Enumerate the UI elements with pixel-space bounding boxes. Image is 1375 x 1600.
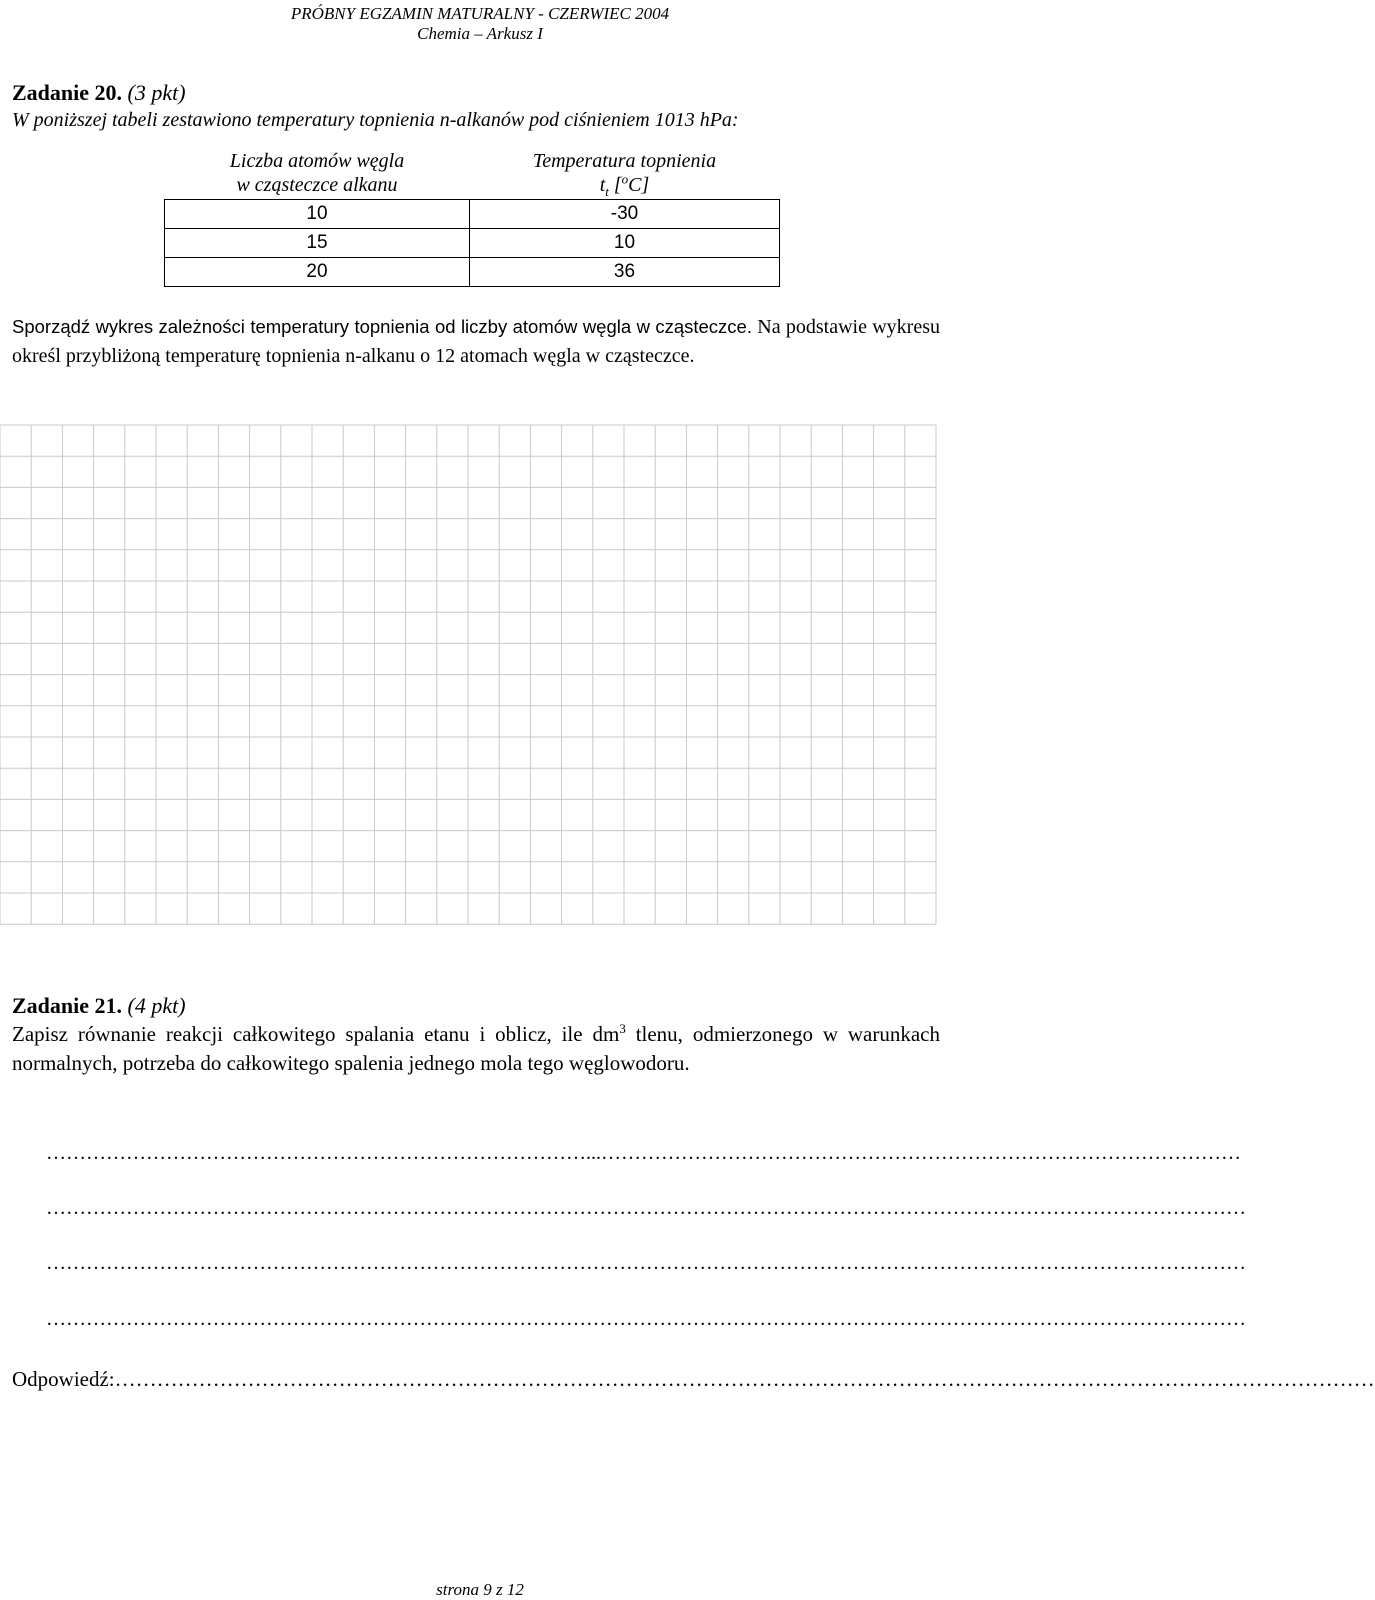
temp-symbol: t — [599, 174, 606, 196]
answer-row — [12, 1366, 1375, 1392]
header-temp-line1: Temperatura topnienia — [532, 150, 717, 172]
task-21-sup: 3 — [619, 1021, 626, 1036]
header-temp-line2 — [470, 173, 780, 197]
answer-line-2[interactable]: ……………………………………………………………………………………………………………………………………………………………… — [46, 1197, 1246, 1219]
melting-point-table — [164, 140, 780, 287]
answer-dots[interactable]: ……………………………………………………………………………………………………………………………………………………………… — [114, 1367, 1375, 1391]
task-20-points: (3 pkt) — [127, 80, 186, 105]
exam-subheader: Chemia – Arkusz I — [417, 24, 543, 43]
task-21-title — [12, 993, 186, 1019]
instruction-part1: Sporządź wykres zależności temperatury topnienia od liczby atomów węgla w cząsteczce. — [12, 316, 752, 337]
table-row — [165, 229, 780, 258]
answer-line-1[interactable]: ………………………………………………………………………...…………………………………………………………………………………… — [46, 1142, 1241, 1164]
cell-temp: 10 — [470, 229, 780, 258]
task-20-intro: W poniższej tabeli zestawiono temperatury topnienia n-alkanów pod ciśnieniem 1013 hPa: — [12, 109, 739, 131]
exam-header: PRÓBNY EGZAMIN MATURALNY - CZERWIEC 2004 — [290, 4, 670, 23]
task-20-instruction — [12, 312, 940, 371]
cell-temp: 36 — [470, 258, 780, 287]
table-header-temperature — [470, 140, 780, 200]
header-carbons-line1: Liczba atomów węgla — [229, 150, 405, 172]
task-20-label: Zadanie 20. — [12, 80, 123, 105]
graph-grid-svg[interactable] — [0, 425, 960, 930]
cell-carbons: 15 — [165, 229, 470, 258]
task-21-text-a: Zapisz równanie reakcji całkowitego spalania etanu i oblicz, ile dm — [12, 1022, 620, 1046]
graph-paper-grid[interactable] — [0, 425, 960, 935]
table-row — [165, 200, 780, 229]
temp-subscript: t — [605, 184, 609, 199]
task-21-text — [12, 1020, 940, 1078]
answer-line-3[interactable]: ……………………………………………………………………………………………………………………………………………………………… — [46, 1252, 1246, 1274]
task-21-label: Zadanie 21. — [12, 993, 123, 1018]
answer-label: Odpowiedź: — [12, 1367, 115, 1391]
task-20-title — [12, 80, 186, 106]
answer-line-4[interactable]: ……………………………………………………………………………………………………………………………………………………………… — [46, 1308, 1246, 1330]
temp-bracket: [ — [613, 174, 622, 196]
instruction-part2: Na podstawie wykresu określ przybliżoną temperaturę topnienia n-alkanu o 12 atomach węgla w cząsteczce. — [12, 316, 941, 367]
temp-degree: o — [621, 171, 629, 187]
header-carbons-line2: w cząsteczce alkanu — [236, 174, 398, 196]
cell-carbons: 10 — [165, 200, 470, 229]
table-header-carbons — [165, 140, 470, 200]
temp-unit: C] — [628, 174, 650, 196]
cell-carbons: 20 — [165, 258, 470, 287]
table-row — [165, 258, 780, 287]
task-21-text-b: tlenu, odmierzonego w warunkach normalnych, potrzeba do całkowitego spalenia jednego mola tego węglowodoru. — [12, 1022, 940, 1075]
page-number: strona 9 z 12 — [436, 1580, 524, 1599]
cell-temp: -30 — [470, 200, 780, 229]
task-21-points: (4 pkt) — [127, 993, 186, 1018]
